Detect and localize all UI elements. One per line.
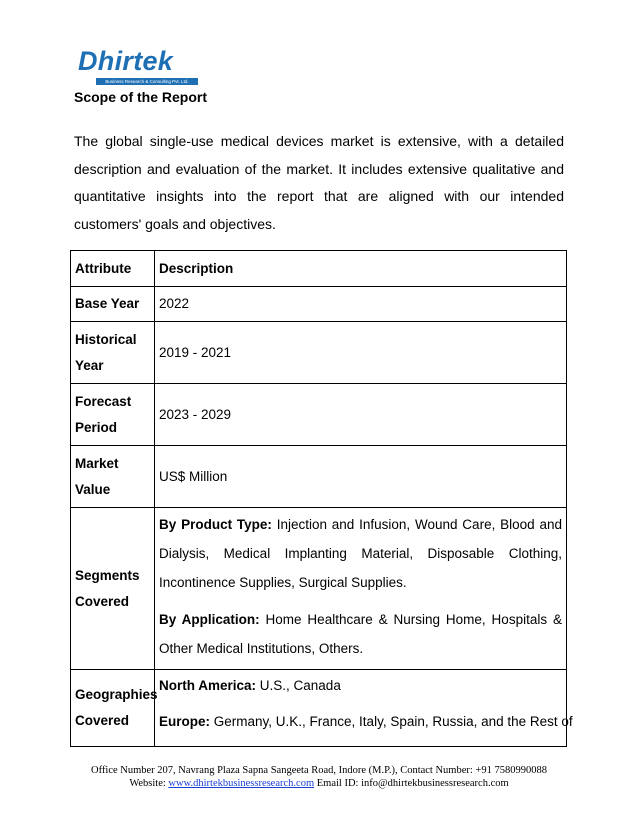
table-row — [71, 670, 567, 747]
label-line: Segments — [75, 567, 140, 583]
segment-application — [159, 605, 562, 663]
row-value-forecast-period: 2023 - 2029 — [155, 384, 567, 446]
geo-europe-label: Europe: — [159, 714, 211, 729]
table-row — [71, 322, 567, 384]
header-description: Description — [155, 251, 567, 287]
row-value-historical-year: 2019 - 2021 — [155, 322, 567, 384]
segment-application-value: Home Healthcare & Nursing Home, Hospitals & Other Medical Institutions, Others. — [159, 612, 562, 656]
row-label-forecast-period — [71, 384, 155, 446]
geo-north-america-value: U.S., Canada — [256, 678, 341, 693]
logo-wordmark: Dhirtek — [78, 46, 174, 76]
label-line: Market — [75, 455, 119, 471]
label-line: Covered — [75, 713, 130, 728]
label-line: Value — [75, 481, 111, 497]
label-line: Covered — [75, 593, 130, 609]
footer-website-label: Website: — [129, 778, 166, 789]
page-footer — [0, 764, 638, 790]
table-row — [71, 287, 567, 322]
label-line: Period — [75, 419, 118, 435]
row-label-geographies — [71, 670, 158, 747]
report-scope-table — [70, 250, 573, 747]
geo-europe-value: Germany, U.K., France, Italy, Spain, Russia, and the Rest of — [210, 714, 573, 729]
row-value-segments — [155, 508, 567, 670]
segment-product-type — [159, 510, 562, 597]
row-label-historical-year — [71, 322, 155, 384]
geo-north-america — [159, 673, 562, 699]
footer-contact — [0, 777, 638, 790]
footer-address: Office Number 207, Navrang Plaza Sapna Sangeeta Road, Indore (M.P.), Contact Number: +91 7580990088 — [91, 765, 547, 776]
website-link[interactable]: www.dhirtekbusinessresearch.com — [168, 778, 315, 789]
geo-europe — [159, 709, 573, 735]
row-label-segments — [71, 508, 155, 670]
row-value-geographies — [155, 670, 573, 747]
table-row — [71, 508, 567, 670]
label-line: Forecast — [75, 393, 132, 409]
label-line: Geographies — [75, 687, 158, 702]
header-attribute: Attribute — [71, 251, 155, 287]
row-value-base-year: 2022 — [155, 287, 567, 322]
label-line: Historical — [75, 331, 137, 347]
row-label-market-value — [71, 446, 155, 508]
table-row — [71, 446, 567, 508]
footer-email: Email ID: info@dhirtekbusinessresearch.com — [316, 778, 509, 789]
row-value-market-value: US$ Million — [155, 446, 567, 508]
segment-product-type-label: By Product Type: — [159, 517, 272, 532]
section-heading: Scope of the Report — [74, 89, 208, 105]
company-logo — [78, 46, 200, 86]
geo-north-america-label: North America: — [159, 678, 257, 693]
intro-paragraph: The global single-use medical devices market is extensive, with a detailed description and evaluation of the market. It includes extensive qualitative and quantitative insights into the report that are aligned with our intended customers' goals and objectives. — [74, 133, 564, 232]
table-row — [71, 384, 567, 446]
segment-application-label: By Application: — [159, 612, 260, 627]
logo-tagline: Business Research & Consulting Pvt. Ltd. — [96, 78, 198, 85]
table-header-row — [71, 251, 567, 287]
label-line: Year — [75, 357, 104, 373]
row-label-base-year: Base Year — [71, 287, 155, 322]
segment-product-type-value: Injection and Infusion, Wound Care, Blood and Dialysis, Medical Implanting Material, Disposable Clothing, Incontinence Supplies, Surgical Supplies. — [159, 517, 562, 590]
